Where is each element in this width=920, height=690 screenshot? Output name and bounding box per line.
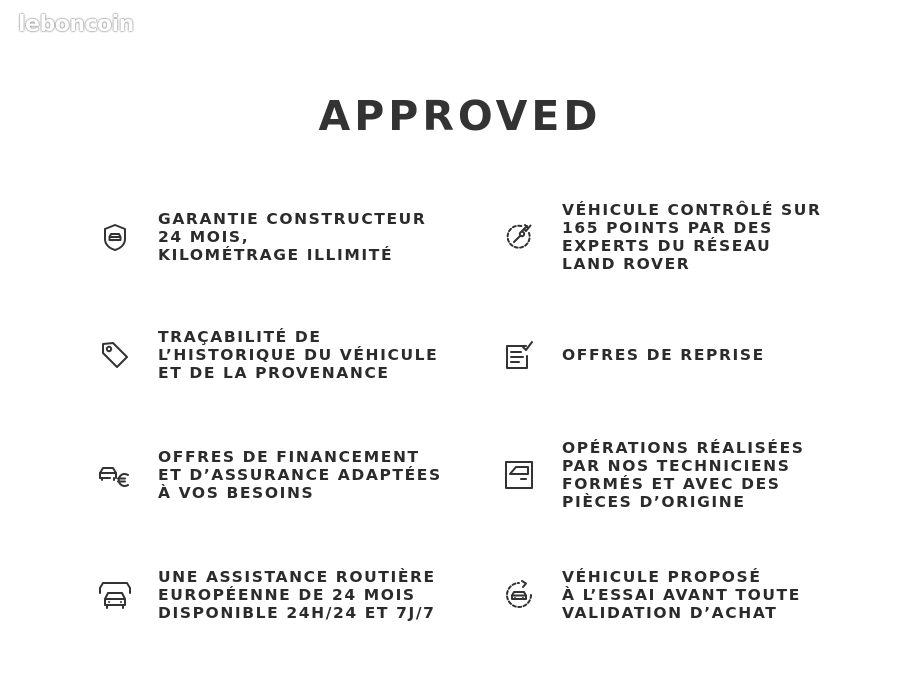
feature-text: VÉHICULE PROPOSÉ À L’ESSAI AVANT TOUTE VALIDATION D’ACHAT xyxy=(562,568,801,622)
feature-text: TRAÇABILITÉ DE L’HISTORIQUE DU VÉHICULE ET DE LA PROVENANCE xyxy=(158,328,439,382)
wrench-check-icon xyxy=(502,220,536,254)
feature-test-drive xyxy=(502,550,872,640)
feature-trade-in xyxy=(502,310,872,400)
feature-text: GARANTIE CONSTRUCTEUR 24 MOIS, KILOMÉTRAGE ILLIMITÉ xyxy=(158,210,427,264)
document-check-icon xyxy=(502,338,536,372)
roadside-assistance-icon xyxy=(98,578,132,612)
test-drive-icon xyxy=(502,578,536,612)
feature-text: UNE ASSISTANCE ROUTIÈRE EUROPÉENNE DE 24 MOIS DISPONIBLE 24H/24 ET 7J/7 xyxy=(158,568,436,622)
shield-car-icon xyxy=(98,220,132,254)
feature-warranty xyxy=(98,192,468,282)
car-door-icon xyxy=(502,458,536,492)
feature-financing xyxy=(98,430,468,520)
feature-text: OFFRES DE FINANCEMENT ET D’ASSURANCE ADAPTÉES À VOS BESOINS xyxy=(158,448,442,502)
feature-genuine-parts xyxy=(502,430,872,520)
feature-text: OFFRES DE REPRISE xyxy=(562,346,765,364)
leboncoin-watermark: leboncoin xyxy=(18,12,134,37)
feature-traceability xyxy=(98,310,468,400)
page-title: APPROVED xyxy=(318,92,602,140)
feature-text: OPÉRATIONS RÉALISÉES PAR NOS TECHNICIENS FORMÉS ET AVEC DES PIÈCES D’ORIGINE xyxy=(562,439,805,511)
feature-inspection xyxy=(502,192,872,282)
tag-icon xyxy=(98,338,132,372)
feature-text: VÉHICULE CONTRÔLÉ SUR 165 POINTS PAR DES EXPERTS DU RÉSEAU LAND ROVER xyxy=(562,201,822,273)
feature-roadside-assistance xyxy=(98,550,468,640)
car-euro-icon xyxy=(98,458,132,492)
